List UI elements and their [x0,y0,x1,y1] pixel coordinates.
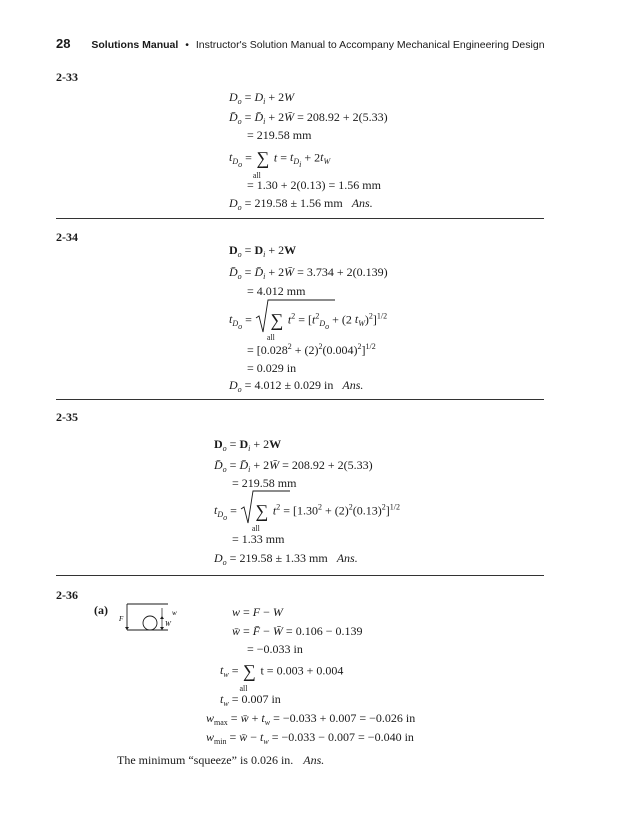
header-title: Solutions Manual [91,39,179,51]
section-divider [56,218,544,219]
eq-2-36-line6: $w_{max}$ = w̄ + $t_w = -0.033 + 0.007 = -0.026$ in [206,711,416,727]
problem-label-2-36: 2-36 [56,588,78,602]
eq-2-35-line1: $D_o = D_i + 2W$ [214,437,282,453]
eq-2-33-value6: = 219.58 ± 1.56 mm [244,196,343,210]
eq-2-36-line2: w̄ = F̄ − W̄ = 0.106 − 0.139 [232,624,363,638]
part-label-a: (a) [94,603,108,617]
eq-2-34-line5: = $[0.028^2 + (2)^2(0.004)^2]^{1/2}$ [247,342,376,357]
section-divider [56,575,544,576]
eq-2-36-line4: $t_w$ = ∑ all t = 0.003 + 0.004 [220,661,344,693]
eq-2-33-line6: $D_o = 219.58 \pm 1.56$ mm Ans. [229,196,373,212]
problem-label-2-35: 2-35 [56,410,78,424]
summation-symbol: ∑ all [251,501,269,533]
eq-2-35-line3: = 219.58 mm [232,476,297,490]
eq-2-36-value4: t = 0.003 + 0.004 [260,663,344,678]
summation-symbol: ∑ all [239,661,256,693]
clearance-diagram [118,602,182,636]
eq-2-34-value2: = 3.734 + 2(0.139) [297,265,388,279]
summation-symbol: ∑ all [252,148,270,180]
section-divider [56,399,544,400]
label-F: F [119,615,124,623]
eq-2-34-value5: = [0.028 [247,343,288,357]
eq-2-36-value6: = −0.033 + 0.007 = −0.026 in [273,711,416,725]
label-W: W [165,620,171,628]
ans-label: Ans. [351,196,373,210]
summation-symbol: ∑ all [266,310,284,342]
eq-2-36-line3: = −0.033 in [247,642,303,656]
eq-2-35-value4: = [1.30 [283,503,319,518]
eq-2-33-value2: = 208.92 + 2(5.33) [297,110,388,124]
eq-2-34-line4: $t_{D_o}$ = ∑ all $t^2 = [t^2_{D_o} + (2$ $t_W)^2]^{1/2}$ [229,312,387,329]
header-subtitle: Instructor's Solution Manual to Accompany Mechanical Engineering Design [195,39,545,51]
page-header [56,36,545,51]
eq-2-33-line5: = 1.30 + 2(0.13) = 1.56 mm [247,178,381,192]
conclusion-text [117,753,324,768]
eq-2-34-line6: = 0.029 in [247,361,297,375]
label-w: w [172,609,177,617]
ans-label: Ans. [303,753,325,767]
ans-label: Ans. [342,378,364,392]
eq-2-34-line7: $D_o = 4.012 \pm 0.029$ in Ans. [229,378,364,394]
eq-2-34-value7: = 4.012 ± 0.029 in [244,378,334,392]
shaft-circle [143,616,157,630]
eq-2-36-value2: = 0.106 − 0.139 [285,624,363,638]
ans-label: Ans. [336,551,358,565]
eq-2-34-line3: = 4.012 mm [247,284,306,298]
eq-2-36-value7: = −0.033 − 0.007 = −0.040 in [271,730,414,744]
header-separator: • [185,39,189,51]
eq-2-35-line5: = 1.33 mm [232,532,285,546]
eq-2-34-line1: $D_o = D_i + 2W$ [229,243,297,259]
eq-2-35-value2: = 208.92 + 2(5.33) [282,458,373,472]
eq-2-33-line2: $D̄_o$ = $D̄_i$ + 2W̄ = 208.92 + 2(5.33) [229,110,388,126]
eq-2-34-line2: $D̄_o$ = $D̄_i$ + 2W̄ = 3.734 + 2(0.139) [229,265,388,281]
eq-2-35-line6: $D_o = 219.58 \pm 1.33$ mm Ans. [214,551,358,567]
conclusion-sentence: The minimum “squeeze” is 0.026 in. [117,753,294,767]
page-number: 28 [56,36,71,51]
eq-2-35-value6: = 219.58 ± 1.33 mm [229,551,328,565]
eq-2-36-value5: = 0.007 in [231,692,281,706]
eq-2-35-line4: $t_{D_o}$ = ∑ all $t^2 = [1.30^2 + (2)^2(0.13)^2]^{1/2}$ [214,503,400,520]
square-root: ∑ all $t^2$ [255,312,295,329]
eq-2-33-line3: = 219.58 mm [247,128,312,142]
square-root: ∑ all $t^2$ [240,503,280,520]
problem-label-2-33: 2-33 [56,70,78,84]
eq-2-36-line5: $t_w = 0.007$ in [220,692,281,708]
eq-2-33-line4: $t_{D_o}$ = ∑ all $t = t_{D_i} + 2t_W$ [229,148,331,180]
eq-2-36-line1: w = F − W [232,605,283,619]
eq-2-35-line2: $D̄_o$ = $D̄_i$ + 2W̄ = 208.92 + 2(5.33) [214,458,373,474]
eq-2-33-line1: $D_o = D_i + 2W$ [229,90,295,106]
eq-2-36-line7: $w_{min}$ = w̄ − $t_w = -0.033 - 0.007 = -0.040$ in [206,730,414,746]
problem-label-2-34: 2-34 [56,230,78,244]
